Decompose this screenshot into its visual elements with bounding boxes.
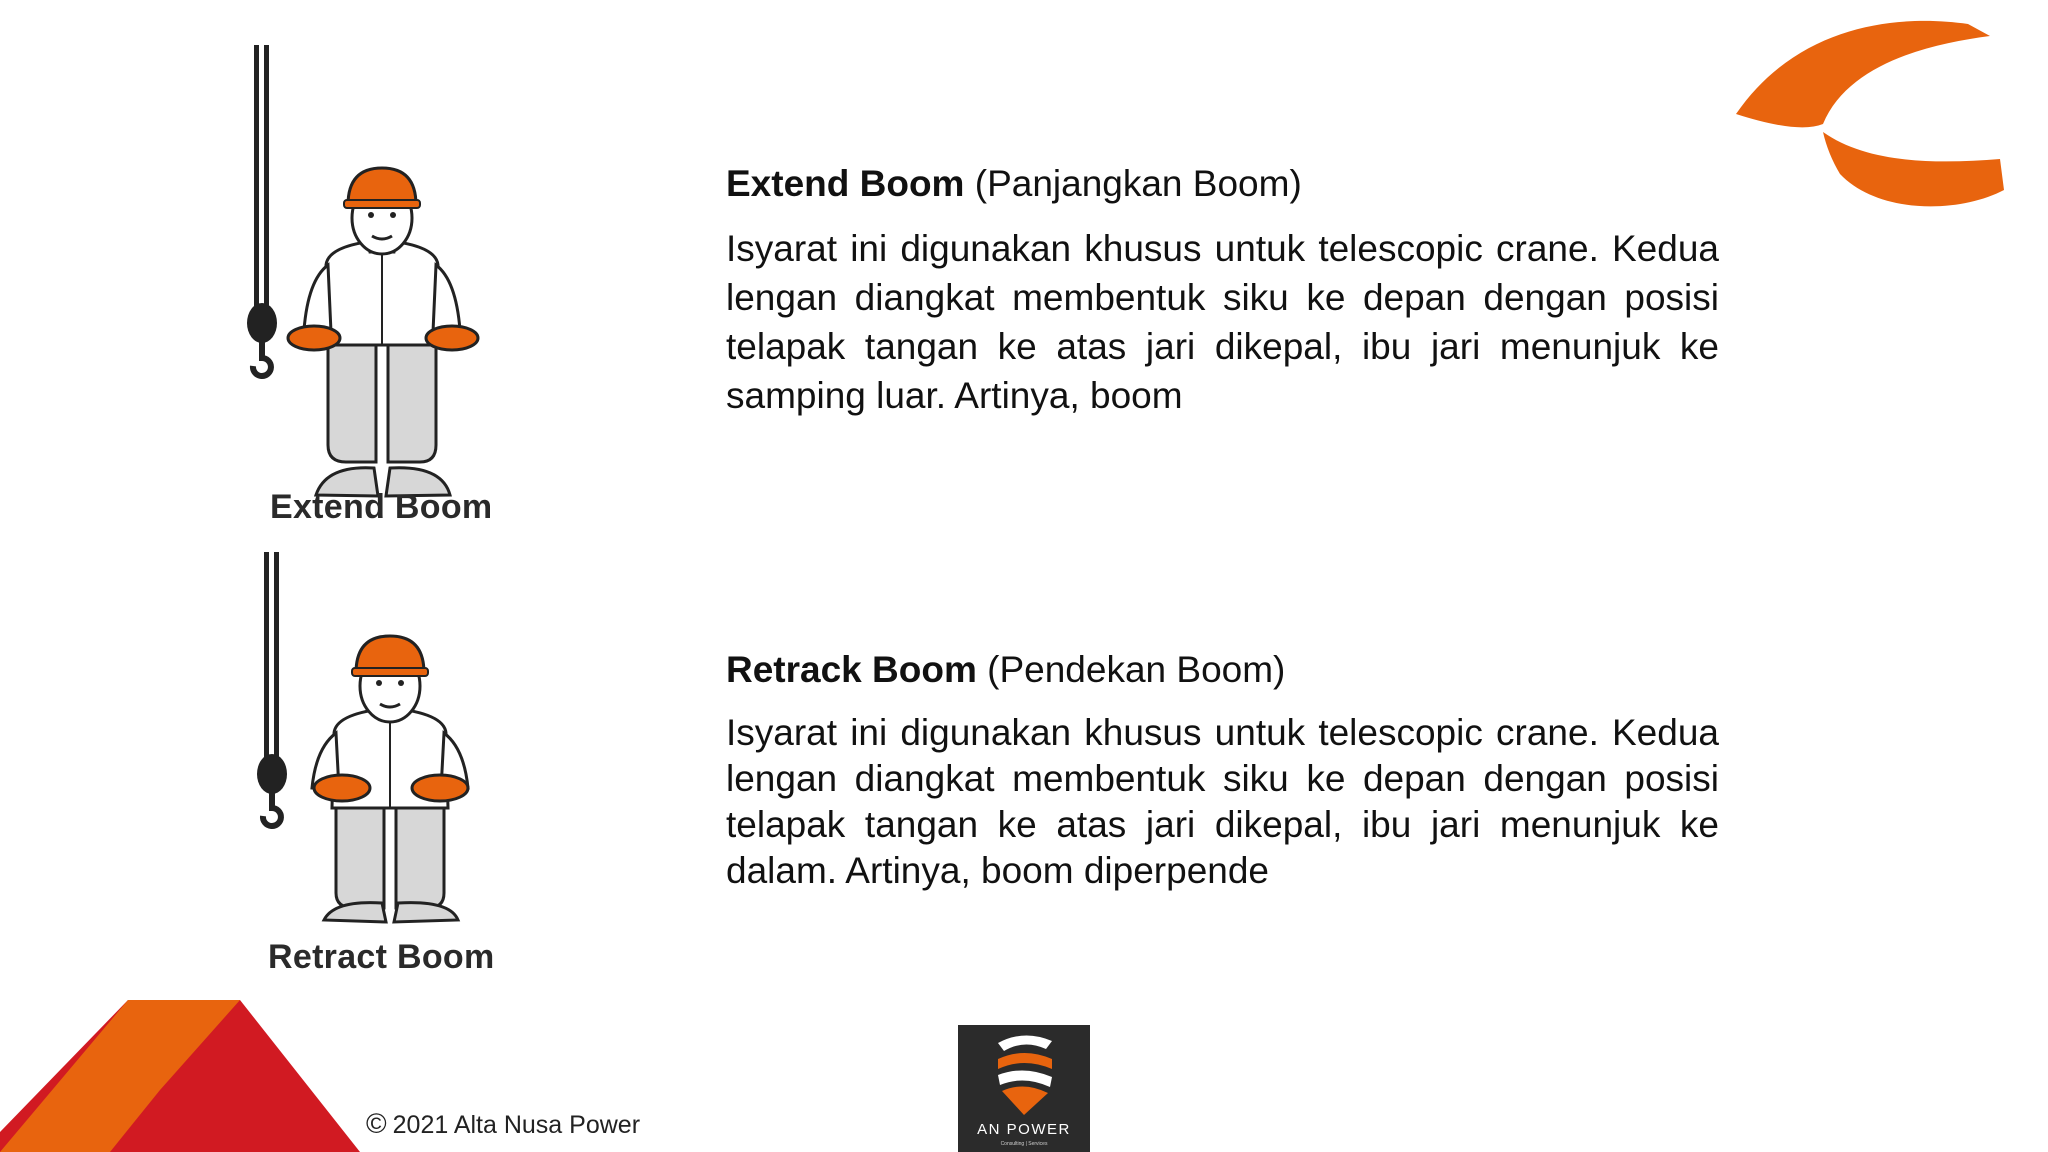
worker-icon (312, 636, 468, 922)
section-subtitle: (Panjangkan Boom) (964, 163, 1302, 204)
an-power-logo (958, 1025, 1090, 1152)
logo-text: AN POWER (977, 1121, 1071, 1138)
extend-boom-section (726, 162, 1719, 420)
section-heading (726, 648, 1719, 692)
brand-swoosh-icon (1728, 14, 2018, 224)
corner-decoration (0, 1000, 360, 1152)
crane-hook-icon (247, 45, 277, 376)
figure-caption: Extend Boom (270, 488, 493, 526)
section-title: Retrack Boom (726, 649, 977, 690)
figure-caption: Retract Boom (268, 938, 495, 976)
extend-boom-illustration (236, 40, 596, 540)
section-subtitle: (Pendekan Boom) (976, 649, 1286, 690)
worker-icon (288, 168, 478, 496)
retract-boom-illustration (236, 548, 606, 988)
section-description: Isyarat ini digunakan khusus untuk telescopic crane. Kedua lengan diangkat membentuk siku ke depan dengan posisi telapak tangan ke atas jari dikepal, ibu jari menunjuk ke dalam. Artinya, boom diperpende (726, 712, 1719, 892)
crane-hook-icon (257, 552, 287, 826)
section-description: Isyarat ini digunakan khusus untuk telescopic crane. Kedua lengan diangkat membentuk siku ke depan dengan posisi telapak tangan ke atas jari dikepal, ibu jari menunjuk ke samping luar. Artinya, boom (726, 228, 1719, 417)
copyright-text: 2021 Alta Nusa Power (392, 1111, 641, 1139)
section-heading (726, 162, 1719, 206)
retract-boom-section (726, 648, 1719, 894)
logo-mark-icon (958, 1025, 1090, 1121)
copyright-symbol: © (366, 1108, 387, 1139)
crane-signal-figure (236, 40, 596, 540)
crane-signal-figure (236, 548, 606, 988)
copyright-notice (366, 1108, 640, 1140)
logo-subtext: Consulting | Services (1000, 1141, 1048, 1147)
section-title: Extend Boom (726, 163, 965, 204)
